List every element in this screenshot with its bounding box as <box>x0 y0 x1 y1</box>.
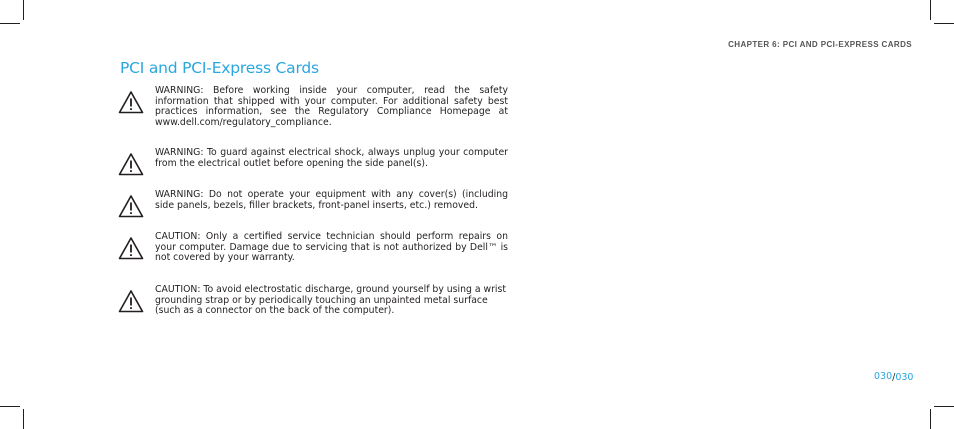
chapter-header: CHAPTER 6: PCI AND PCI-EXPRESS CARDS <box>728 40 912 49</box>
warning-triangle-icon <box>118 90 144 114</box>
page-separator: / <box>892 372 896 383</box>
crop-mark <box>930 409 931 429</box>
note-text: CAUTION: Only a certified service technician should perform repairs on your computer. Damage due to servicing that is not authorized by Dell™ is not covered by your warranty. <box>155 231 508 264</box>
crop-mark <box>930 0 931 20</box>
warning-triangle-icon <box>118 152 144 176</box>
page-number <box>874 372 913 383</box>
page-title: PCI and PCI-Express Cards <box>120 59 319 77</box>
warning-triangle-icon <box>118 236 144 260</box>
note-text: WARNING: Before working inside your computer, read the safety information that shipped with your computer. For additional safety best practices information, see the Regulatory Compliance Homepage at www.dell.com/regulatory_compliance. <box>155 85 508 128</box>
crop-mark <box>0 23 20 24</box>
warning-triangle-icon <box>118 289 144 313</box>
note-text: CAUTION: To avoid electrostatic discharge, ground yourself by using a wrist grounding strap or by periodically touching an unpainted metal surface (such as a connector on the back of the computer). <box>155 284 506 317</box>
note-text: WARNING: Do not operate your equipment with any cover(s) (including side panels, bezels, filler brackets, front-panel inserts, etc.) removed. <box>155 189 508 211</box>
page-total: 030 <box>895 372 914 383</box>
crop-mark <box>934 23 954 24</box>
crop-mark <box>934 406 954 407</box>
page-current: 030 <box>874 371 893 382</box>
crop-mark <box>0 406 20 407</box>
note-text: WARNING: To guard against electrical shock, always unplug your computer from the electrical outlet before opening the side panel(s). <box>155 147 508 169</box>
crop-mark <box>23 0 24 20</box>
crop-mark <box>23 409 24 429</box>
warning-triangle-icon <box>118 194 144 218</box>
